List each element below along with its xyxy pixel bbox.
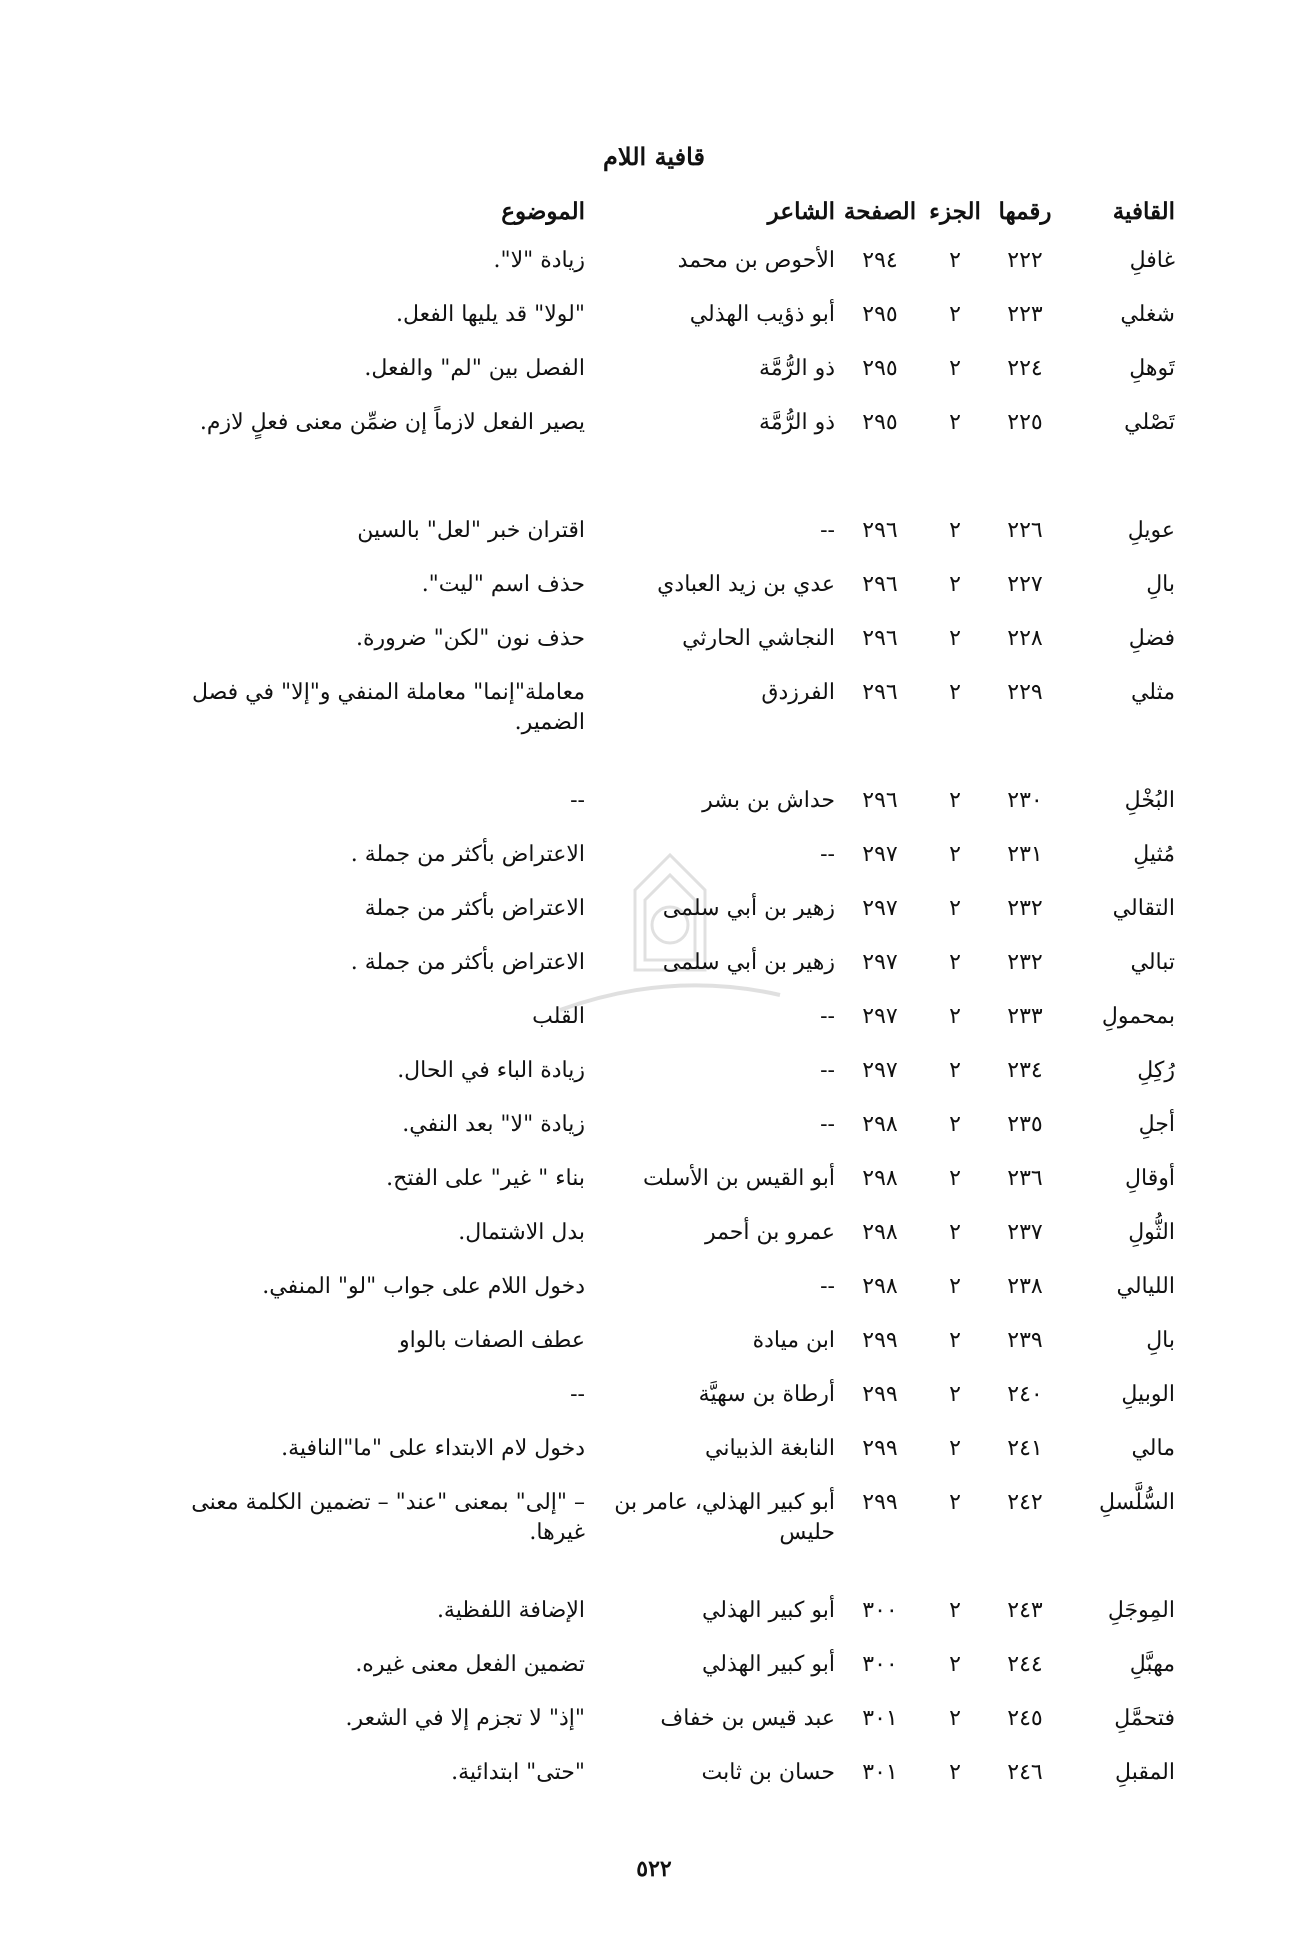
table-row	[130, 346, 1175, 400]
cell-poet: --	[820, 1058, 835, 1083]
table-row	[130, 1264, 1175, 1318]
table-row	[130, 670, 1175, 778]
cell-rhyme: عويلِ	[1127, 518, 1175, 543]
cell-topic: اقتران خبر "لعل" بالسين	[357, 518, 585, 543]
cell-part: ٢	[949, 788, 961, 813]
cell-part: ٢	[949, 518, 961, 543]
cell-number: ٢٣٦	[1007, 1166, 1043, 1191]
table-row	[130, 1642, 1175, 1696]
cell-rhyme: بمحمولِ	[1101, 1004, 1175, 1029]
cell-page: ٢٩٩	[862, 1382, 898, 1407]
cell-poet: النابغة الذبياني	[705, 1436, 835, 1461]
cell-poet: --	[820, 1274, 835, 1299]
cell-topic: الفصل بين "لم" والفعل.	[364, 356, 585, 381]
cell-part: ٢	[949, 572, 961, 597]
cell-poet: زهير بن أبي سلمى	[662, 896, 835, 921]
cell-part: ٢	[949, 1058, 961, 1083]
table-row	[130, 238, 1175, 292]
cell-poet: --	[820, 518, 835, 543]
cell-number: ٢٤٥	[1007, 1706, 1043, 1731]
cell-number: ٢٤٢	[1007, 1490, 1043, 1515]
cell-page: ٢٩٨	[862, 1220, 898, 1245]
cell-topic: "إذ" لا تجزم إلا في الشعر.	[345, 1706, 585, 1731]
cell-poet: أبو كبير الهذلي	[701, 1598, 835, 1623]
cell-page: ٢٩٥	[862, 302, 898, 327]
cell-topic: الاعتراض بأكثر من جملة	[364, 896, 585, 921]
cell-topic: --	[570, 1382, 585, 1407]
cell-part: ٢	[949, 1760, 961, 1785]
cell-topic: زيادة "لا".	[493, 248, 585, 273]
cell-part: ٢	[949, 950, 961, 975]
cell-poet: عبد قيس بن خفاف	[660, 1706, 835, 1731]
cell-rhyme: المقبلِ	[1115, 1760, 1175, 1785]
cell-poet: --	[820, 1112, 835, 1137]
cell-page: ٢٩٩	[862, 1490, 898, 1515]
cell-page: ٢٩٦	[862, 626, 898, 651]
cell-number: ٢٤٠	[1007, 1382, 1043, 1407]
section-heading: قافية اللام	[603, 142, 705, 171]
cell-topic: عطف الصفات بالواو	[398, 1328, 585, 1353]
cell-poet: ذو الرُّمَّة	[759, 410, 835, 435]
cell-number: ٢٢٤	[1007, 356, 1043, 381]
cell-number: ٢٢٦	[1007, 518, 1043, 543]
cell-part: ٢	[949, 1382, 961, 1407]
cell-poet: الفرزدق	[761, 680, 835, 705]
cell-poet: أرطاة بن سهيَّة	[698, 1382, 835, 1407]
cell-part: ٢	[949, 248, 961, 273]
cell-page: ٢٩٨	[862, 1166, 898, 1191]
table-row	[130, 616, 1175, 670]
cell-part: ٢	[949, 1598, 961, 1623]
table-row	[130, 1372, 1175, 1426]
cell-page: ٢٩٨	[862, 1274, 898, 1299]
cell-page: ٢٩٦	[862, 572, 898, 597]
cell-number: ٢٢٢	[1007, 248, 1043, 273]
cell-page: ٢٩٥	[862, 410, 898, 435]
cell-page: ٢٩٧	[862, 1004, 898, 1029]
cell-number: ٢٣٣	[1007, 1004, 1043, 1029]
cell-part: ٢	[949, 1112, 961, 1137]
cell-page: ٣٠٠	[862, 1652, 898, 1677]
cell-part: ٢	[949, 1166, 961, 1191]
table-row	[130, 1102, 1175, 1156]
cell-topic: الاعتراض بأكثر من جملة .	[350, 842, 585, 867]
cell-page: ٣٠٠	[862, 1598, 898, 1623]
cell-part: ٢	[949, 626, 961, 651]
cell-poet: أبو كبير الهذلي، عامر بن حليس	[614, 1490, 835, 1545]
table-row	[130, 1480, 1175, 1588]
cell-rhyme: بالِ	[1146, 1328, 1175, 1353]
cell-rhyme: مثلي	[1130, 680, 1175, 705]
cell-page: ٢٩٨	[862, 1112, 898, 1137]
cell-rhyme: مالي	[1131, 1436, 1175, 1461]
cell-topic: بناء " غير" على الفتح.	[386, 1166, 585, 1191]
cell-page: ٢٩٥	[862, 356, 898, 381]
cell-number: ٢٣٧	[1007, 1220, 1043, 1245]
cell-number: ٢٣٢	[1007, 950, 1043, 975]
cell-poet: --	[820, 1004, 835, 1029]
cell-poet: الأحوص بن محمد	[677, 248, 835, 273]
cell-part: ٢	[949, 842, 961, 867]
rhyme-index-table	[130, 186, 1175, 1804]
table-row	[130, 994, 1175, 1048]
cell-part: ٢	[949, 1328, 961, 1353]
cell-topic: الاعتراض بأكثر من جملة .	[350, 950, 585, 975]
cell-part: ٢	[949, 1220, 961, 1245]
cell-part: ٢	[949, 302, 961, 327]
cell-number: ٢٤٣	[1007, 1598, 1043, 1623]
cell-rhyme: تَصْلي	[1124, 410, 1175, 435]
table-row	[130, 1426, 1175, 1480]
cell-page: ٣٠١	[862, 1706, 898, 1731]
cell-number: ٢٤١	[1007, 1436, 1043, 1461]
cell-topic: تضمين الفعل معنى غيره.	[355, 1652, 585, 1677]
cell-poet: حداش بن بشر	[702, 788, 835, 813]
cell-number: ٢٤٤	[1007, 1652, 1043, 1677]
cell-poet: عمرو بن أحمر	[704, 1220, 835, 1245]
cell-number: ٢٣٩	[1007, 1328, 1043, 1353]
cell-rhyme: مهبَّلِ	[1129, 1652, 1175, 1677]
cell-number: ٢٢٨	[1007, 626, 1043, 651]
cell-part: ٢	[949, 356, 961, 381]
cell-rhyme: فضلِ	[1128, 626, 1175, 651]
cell-part: ٢	[949, 410, 961, 435]
cell-number: ٢٣٥	[1007, 1112, 1043, 1137]
cell-topic: زيادة "لا" بعد النفي.	[402, 1112, 585, 1137]
column-header-rhyme: القافية	[1112, 198, 1175, 225]
cell-topic: بدل الاشتمال.	[458, 1220, 585, 1245]
cell-page: ٣٠١	[862, 1760, 898, 1785]
cell-number: ٢٢٧	[1007, 572, 1043, 597]
table-row	[130, 1696, 1175, 1750]
cell-part: ٢	[949, 1490, 961, 1515]
table-row	[130, 1210, 1175, 1264]
cell-page: ٢٩٧	[862, 842, 898, 867]
cell-poet: زهير بن أبي سلمى	[662, 950, 835, 975]
table-row	[130, 292, 1175, 346]
cell-topic: حذف نون "لكن" ضرورة.	[355, 626, 585, 651]
column-header-topic: الموضوع	[501, 198, 585, 225]
cell-number: ٢٣٢	[1007, 896, 1043, 921]
table-row	[130, 778, 1175, 832]
cell-rhyme: رُكِلِ	[1137, 1058, 1175, 1083]
cell-page: ٢٩٧	[862, 896, 898, 921]
cell-part: ٢	[949, 1706, 961, 1731]
cell-topic: – "إلى" بمعنى "عند" – تضمين الكلمة معنى غيرها.	[191, 1490, 585, 1545]
cell-rhyme: تبالي	[1130, 950, 1175, 975]
column-header-part: الجزء	[929, 198, 981, 225]
cell-topic: دخول لام الابتداء على "ما"النافية.	[281, 1436, 585, 1461]
cell-rhyme: البُخْلِ	[1124, 788, 1175, 813]
cell-part: ٢	[949, 896, 961, 921]
cell-topic: زيادة الباء في الحال.	[397, 1058, 585, 1083]
cell-page: ٢٩٤	[862, 248, 898, 273]
table-row	[130, 832, 1175, 886]
cell-number: ٢٣٤	[1007, 1058, 1043, 1083]
cell-poet: أبو القيس بن الأسلت	[642, 1166, 835, 1191]
cell-rhyme: شغلي	[1120, 302, 1175, 327]
cell-topic: معاملة"إنما" معاملة المنفي و"إلا" في فصل الضمير.	[191, 680, 585, 735]
cell-poet: النجاشي الحارثي	[682, 626, 835, 651]
cell-topic: --	[570, 788, 585, 813]
cell-topic: الإضافة اللفظية.	[436, 1598, 585, 1623]
cell-rhyme: بالِ	[1146, 572, 1175, 597]
cell-rhyme: تَوهلِ	[1129, 356, 1175, 381]
table-row	[130, 562, 1175, 616]
cell-rhyme: الوبيلِ	[1121, 1382, 1175, 1407]
table-row	[130, 400, 1175, 508]
cell-page: ٢٩٦	[862, 518, 898, 543]
cell-rhyme: التقالي	[1112, 896, 1175, 921]
cell-rhyme: الثُّولِ	[1128, 1220, 1175, 1245]
table-row	[130, 1156, 1175, 1210]
cell-rhyme: المِوجَلِ	[1107, 1598, 1175, 1623]
cell-topic: دخول اللام على جواب "لو" المنفي.	[262, 1274, 585, 1299]
cell-rhyme: الليالي	[1116, 1274, 1175, 1299]
table-row	[130, 1750, 1175, 1804]
cell-poet: حسان بن ثابت	[701, 1760, 835, 1785]
cell-page: ٢٩٧	[862, 1058, 898, 1083]
header-row	[130, 186, 1175, 238]
cell-poet: ابن ميادة	[752, 1328, 835, 1353]
cell-part: ٢	[949, 680, 961, 705]
cell-page: ٢٩٩	[862, 1436, 898, 1461]
column-header-number: رقمها	[998, 198, 1052, 225]
cell-number: ٢٣٠	[1007, 788, 1043, 813]
cell-rhyme: السُّلَّسلِ	[1098, 1490, 1175, 1515]
column-header-poet: الشاعر	[767, 198, 835, 225]
cell-part: ٢	[949, 1004, 961, 1029]
table-row	[130, 508, 1175, 562]
cell-page: ٢٩٦	[862, 788, 898, 813]
cell-rhyme: أجلِ	[1138, 1112, 1175, 1137]
table-row	[130, 1318, 1175, 1372]
cell-number: ٢٣٨	[1007, 1274, 1043, 1299]
cell-rhyme: أوقالِ	[1125, 1166, 1175, 1191]
cell-rhyme: فتحمَّلِ	[1114, 1706, 1175, 1731]
cell-topic: "لولا" قد يليها الفعل.	[396, 302, 585, 327]
table-row	[130, 1588, 1175, 1642]
cell-page: ٢٩٩	[862, 1328, 898, 1353]
table-row	[130, 1048, 1175, 1102]
cell-number: ٢٣١	[1007, 842, 1043, 867]
cell-part: ٢	[949, 1274, 961, 1299]
cell-poet: عدي بن زيد العبادي	[657, 572, 835, 597]
cell-poet: أبو ذؤيب الهذلي	[689, 302, 835, 327]
cell-number: ٢٢٩	[1007, 680, 1043, 705]
cell-page: ٢٩٦	[862, 680, 898, 705]
table-row	[130, 886, 1175, 940]
cell-topic: "حتى" ابتدائية.	[451, 1760, 585, 1785]
cell-page: ٢٩٧	[862, 950, 898, 975]
column-header-page: الصفحة	[843, 198, 917, 225]
cell-rhyme: غافلِ	[1129, 248, 1175, 273]
cell-number: ٢٤٦	[1007, 1760, 1043, 1785]
cell-number: ٢٢٥	[1007, 410, 1043, 435]
table-row	[130, 940, 1175, 994]
cell-topic: يصير الفعل لازماً إن ضمِّن معنى فعلٍ لازم.	[199, 410, 585, 435]
page-number: ٥٢٢	[636, 1856, 672, 1882]
cell-topic: حذف اسم "ليت".	[421, 572, 585, 597]
cell-part: ٢	[949, 1652, 961, 1677]
cell-part: ٢	[949, 1436, 961, 1461]
cell-topic: القلب	[532, 1004, 585, 1029]
cell-poet: أبو كبير الهذلي	[701, 1652, 835, 1677]
cell-poet: ذو الرُّمَّة	[759, 356, 835, 381]
cell-number: ٢٢٣	[1007, 302, 1043, 327]
cell-rhyme: مُثيلِ	[1133, 842, 1175, 867]
cell-poet: --	[820, 842, 835, 867]
